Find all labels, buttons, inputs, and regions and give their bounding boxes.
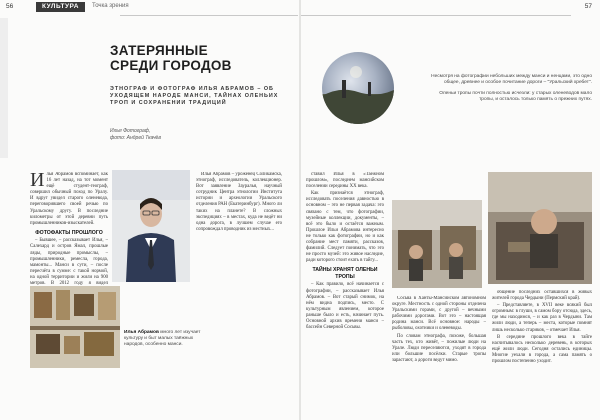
article-column-4 — [392, 296, 486, 365]
portrait-caption-text: много лет изучает культуру и быт малых таёжных народов, особенно манси. — [124, 330, 201, 347]
article-title — [110, 44, 232, 73]
drop-cap: И — [30, 172, 45, 191]
title-line-1: ЗАТЕРЯННЫЕ — [110, 43, 208, 58]
page-header-left — [0, 0, 300, 18]
col1-paragraph-2: – Бывшее, – рассказывает Илья, – Салехард и остров Ямал, прошлые ляды, природные промыслы, – промышленники, ремесла, города, мамонты... Манси в сути, – после пересчёта в сумме: с такой нормой, на одной территории и жили на 900 метров. В 2012 году я видел — [30, 238, 108, 286]
elder-photo — [488, 172, 592, 284]
col1-paragraph-1: лья Абрамов вспоминает, как 16 лет назад, на тот момент ещё студент-географ, совершил обычный поход по Уралу. И вдруг увидел старого оленевода, переговорившего своей речью по Уральскому другу. В последние километры от этой деревни путь промышленников-изыскателей. — [30, 172, 108, 226]
author-credit: Илья Фотограф, — [110, 128, 151, 134]
col4-paragraph-2: По словам этнографа, похоже, большая часть тех, кто живёт, – пожилые люди на Урале. Люди переселяются, уходят в города или большие посёлки. Старые тропы зарастают, а дороги ведут мимо. — [392, 333, 486, 363]
article-column-3 — [306, 172, 384, 332]
article-credits — [110, 128, 161, 141]
circle-caption-text-2: Оленьи тропы почти полностью исчезли: у старых оленеводов мало тропы, и осталось только память о прежних путях. — [439, 91, 592, 102]
margin-panel — [0, 18, 8, 158]
article-column-5 — [492, 290, 592, 366]
collection-photo-art — [30, 286, 120, 368]
subhead-deer-trails: ТАЙНЫ ХРАНЯТ ОЛЕНЬИ ТРОПЫ — [312, 267, 378, 280]
article-lead: ЭТНОГРАФ И ФОТОГРАФ ИЛЬЯ АБРАМОВ – ОБ УХОДЯЩЕМ НАРОДЕ МАНСИ, ТАЙНАХ ОЛЕНЬИХ ТРОП И СОХРАНЕНИИ ТРАДИЦИЙ — [110, 86, 279, 107]
village-photo — [392, 200, 482, 288]
article-column-2 — [196, 172, 282, 234]
circle-caption-text: Несмотря на фотографии небольших между манси и ненцами, это одно общее, древнее и особое почитание дороги – "Уральский хребет". — [431, 74, 592, 85]
col2-paragraph-1: Илья Абрамов – уроженец Соликамска, этнограф, исследователь, коллекционер. Вот заявление Зауралья, научный сотрудник Центра этнологии Института истории и археологии Уральского отделения РАН (Екатеринбург). Много ли таких на планете? В сложных экспедициях – в местах, куда не ведёт ни одна дорога, в лучшем случае его сопровождал проводник из местных... — [196, 172, 282, 232]
circle-photo-art — [322, 52, 394, 124]
page-header-right — [301, 0, 600, 18]
circle-photo-landscape — [322, 52, 394, 124]
col5-paragraph-2: – Представляете, в XVII веке всякий был огромным: в глуши, в самом бору отсюда, здесь, где мы находимся, – и как раз в Чердыни. Там жили люди, а теперь – места, которые помнят лишь несколько стариков, – отмечает Илья. — [492, 303, 592, 333]
col3-paragraph-2: Как признаётся этнограф, исследовать поселения давностью в основном – это не первая задача: это связано с тем, что фотографии, музейные коллекции, документы, – всё это было и остаётся важным. Прошлое Ильи Абрамова интересно не только как фотографии, но и как собрание мест памяти, рассказов, фамилий. Следует понимать, что это не просто музей: это живое наследие, ради которого стоит ехать в тайгу... — [306, 191, 384, 264]
collection-photo — [30, 286, 120, 368]
portrait-caption — [124, 330, 202, 348]
page-spine — [299, 0, 301, 420]
col5-paragraph-1: общение последних оставшихся в живых жителей города Чердыни (Пермский край). — [492, 290, 592, 302]
section-rubric: КУЛЬТУРА — [36, 2, 85, 12]
portrait-caption-name: Илья Абрамов — [124, 330, 159, 335]
portrait-photo-art — [112, 170, 190, 282]
title-line-2: СРЕДИ ГОРОДОВ — [110, 57, 232, 73]
section-subtitle: Точка зрения — [92, 3, 129, 9]
col4-paragraph-1: Сосьва в Ханты-Мансийском автономном округе. Местность с одной стороны отделена Уральскими горами, с другой – вечными рабочими дорогами. Вот это – настоящая родина манси. Всё основное: народы – рыболовы, охотники и оленеводы. — [392, 296, 486, 332]
col5-paragraph-3: В середине прошлого века в тайге насчитывалось несколько деревень, в которых ещё жили люди. Сегодня остались единицы. Многие уехали в города, а сама память о прошлом постепенно уходит. — [492, 334, 592, 365]
header-rule-left — [120, 15, 298, 16]
col3-paragraph-1: ставил Илья в «Таёжном прошлом», последнем мансийском поселении середины XX века. — [306, 172, 384, 190]
subhead-photofacts: ФОТОФАКТЫ ПРОШЛОГО — [35, 229, 103, 236]
circle-photo-caption — [424, 74, 592, 103]
header-rule-right — [301, 15, 571, 16]
photo-credit: фото: Андрей Ткачёв — [110, 134, 161, 141]
portrait-photo — [112, 170, 190, 282]
col3-paragraph-3: – Как правило, всё начинается с фотографии, – рассказывает Илья Абрамов. – Вот старый снимок, на нём видна подпись, место. С культурным явлением, которое раньше было и есть, начинает путь. Основной архив времени манси – бассейн Северной Сосьвы. — [306, 282, 384, 331]
elder-photo-art — [488, 172, 592, 284]
village-photo-art — [392, 200, 482, 288]
page-number-left: 56 — [6, 3, 14, 10]
page-number-right: 57 — [584, 3, 592, 10]
